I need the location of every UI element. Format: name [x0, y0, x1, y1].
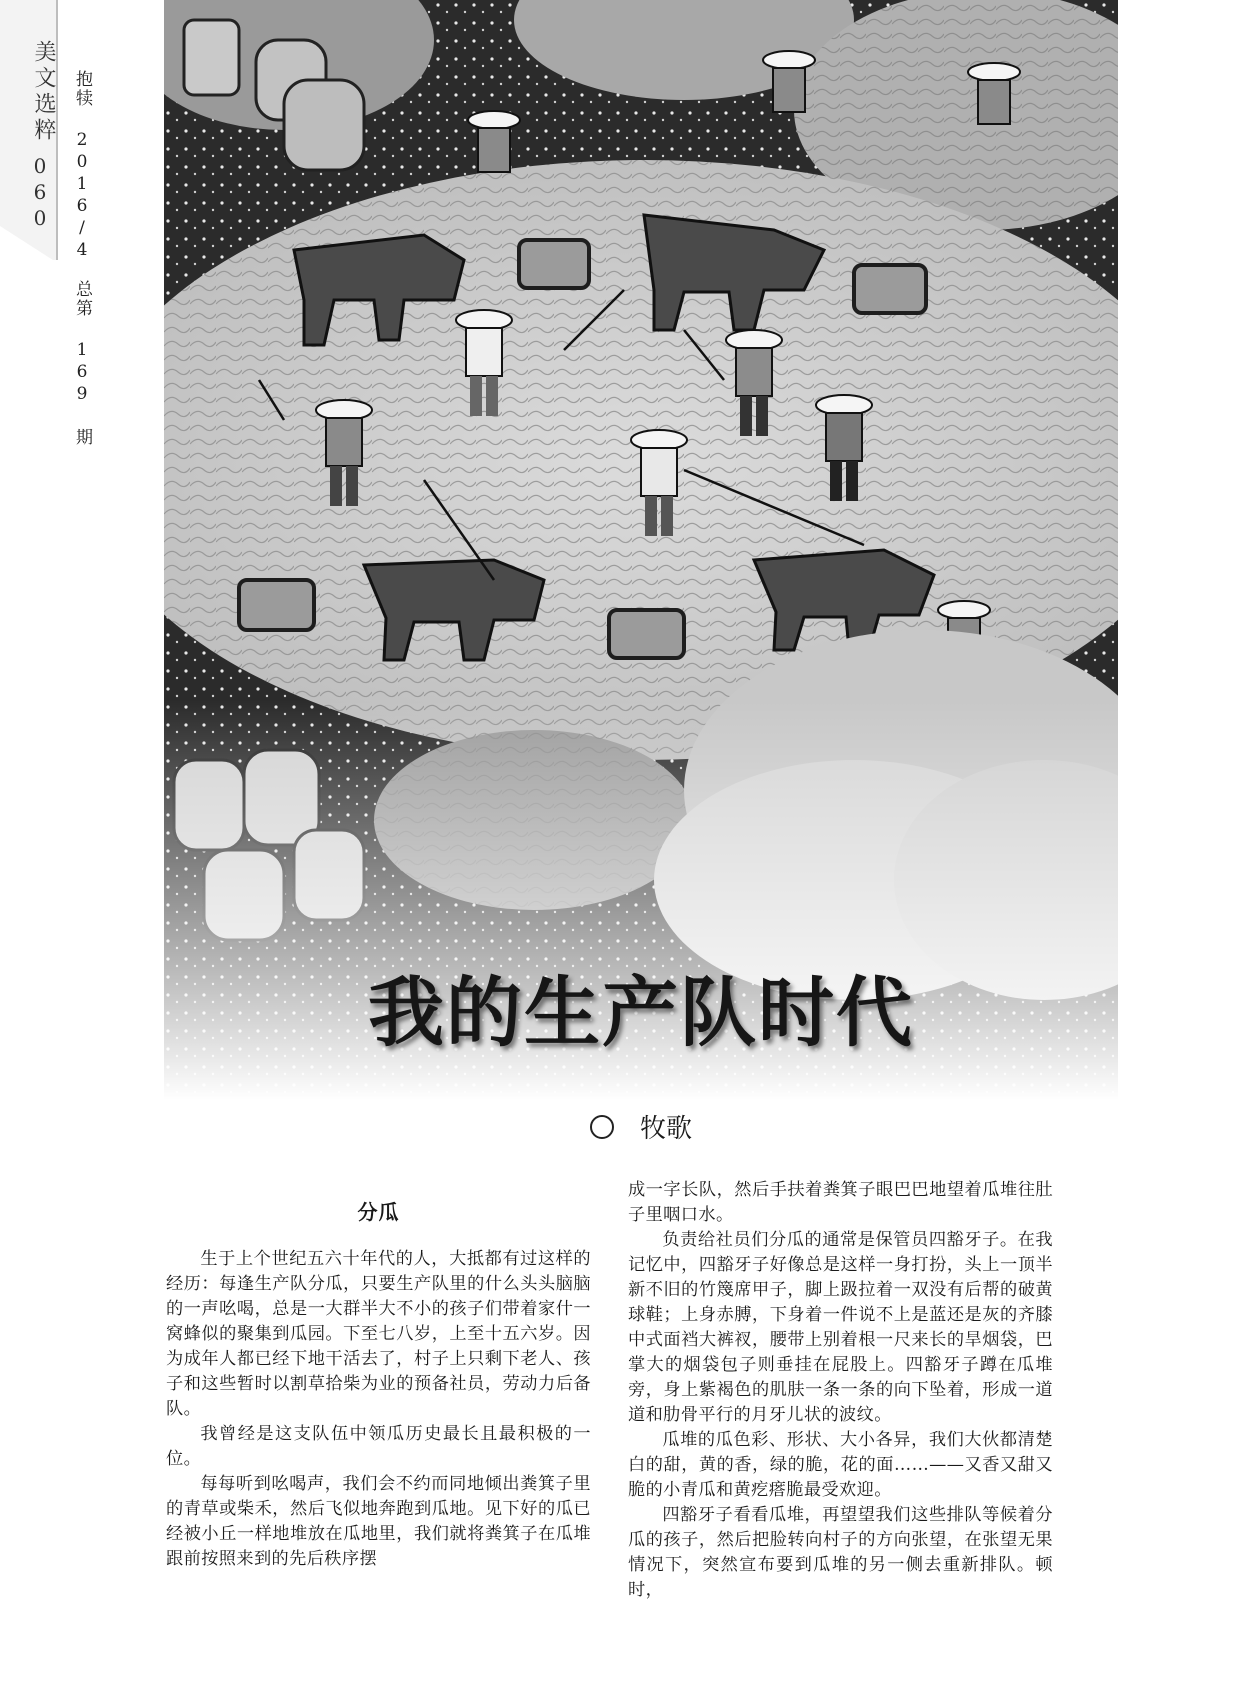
issue-info	[70, 70, 95, 447]
threshing-floor-picture	[164, 0, 1118, 1100]
article-title: 我的生产队时代	[368, 968, 914, 1057]
paragraph: 负责给社员们分瓜的通常是保管员四豁牙子。在我记忆中，四豁牙子好像总是这样一身打扮，头上一顶半新不旧的竹篾席甲子，脚上趿拉着一双没有后帮的破黄球鞋；上身赤膊，下身着一件说不上是蓝还是灰的齐膝中式面裆大裤衩，腰带上别着根一尺来长的旱烟袋，巴掌大的烟袋包子则垂挂在屁股上。四豁牙子蹲在瓜堆旁，身上紫褐色的肌肤一条一条的向下坠着，形成一道道和肋骨平行的月牙儿状的波纹。	[628, 1230, 1053, 1425]
section-subheading: 分瓜	[357, 1200, 400, 1224]
byline	[164, 1108, 1118, 1145]
issue-number: 总第 169 期	[72, 280, 92, 447]
paragraph: 生于上个世纪五六十年代的人，大抵都有过这样的经历：每逢生产队分瓜，只要生产队里的什么头头脑脑的一声吆喝，总是一大群半大不小的孩子们带着家什一窝蜂似的聚集到瓜园。下至七八岁，上至十五六岁。因为成年人都已经下地干活去了，村子上只剩下老人、孩子和这些暂时以割草拾柴为业的预备社员，劳动力后备队。	[166, 1249, 591, 1419]
circle-bullet-icon	[590, 1115, 614, 1139]
right-column	[628, 1178, 1053, 1603]
paragraph: 四豁牙子看看瓜堆，再望望我们这些排队等候着分瓜的孩子，然后把脸转向村子的方向张望，在张望无果情况下，突然宣布要到瓜堆的另一侧去重新排队。顿时，	[628, 1505, 1053, 1600]
page-number: 060	[28, 154, 52, 232]
paragraph: 我曾经是这支队伍中领瓜历史最长且最积极的一位。	[166, 1424, 591, 1469]
left-column	[166, 1200, 591, 1572]
header-illustration	[164, 0, 1118, 1100]
paragraph-continuation: 成一字长队，然后手扶着粪箕子眼巴巴地望着瓜堆往肚子里咽口水。	[628, 1180, 1053, 1225]
magazine-name: 美文选粹	[31, 40, 56, 144]
issue-date: 抱犊 2016/4	[72, 70, 92, 262]
paragraph: 每每听到吆喝声，我们会不约而同地倾出粪箕子里的青草或柴禾，然后飞似地奔跑到瓜地。见下好的瓜已经被小丘一样地堆放在瓜地里，我们就将粪箕子在瓜堆跟前按照来到的先后秩序摆	[166, 1474, 591, 1569]
author-name: 牧歌	[639, 1114, 692, 1144]
paragraph: 瓜堆的瓜色彩、形状、大小各异，我们大伙都清楚白的甜，黄的香，绿的脆，花的面……——又香又甜又脆的小青瓜和黄疙瘩脆最受欢迎。	[628, 1430, 1053, 1500]
